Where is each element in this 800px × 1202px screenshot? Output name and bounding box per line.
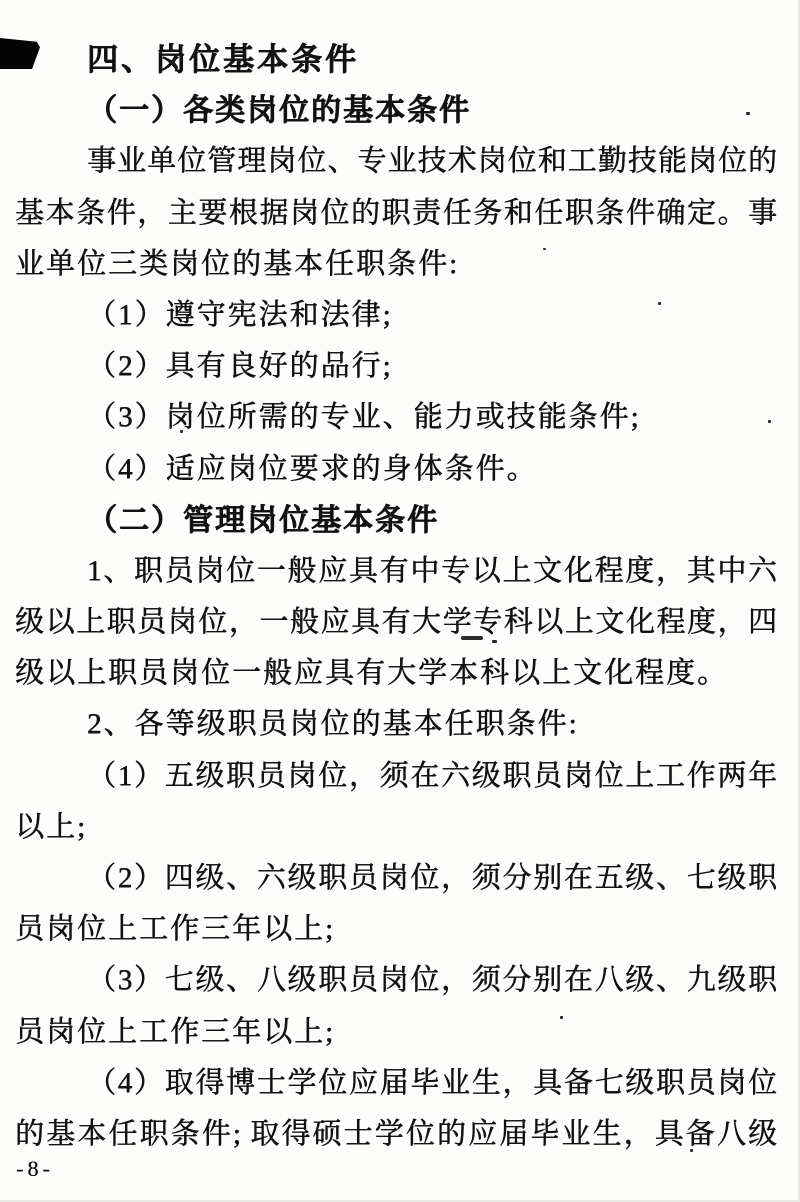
text-line: 业单位三类岗位的基本任职条件: [15, 247, 460, 280]
text-line: 员岗位上工作三年以上; [15, 913, 336, 946]
text-line: （2）具有良好的品行; [87, 350, 393, 383]
text-line: （一）各类岗位的基本条件 [87, 94, 471, 128]
document-body [15, 34, 777, 1160]
text-line: 员岗位上工作三年以上; [15, 1015, 336, 1048]
text-line: 事业单位管理岗位、专业技术岗位和工勤技能岗位的 [87, 145, 777, 178]
text-line: 以上; [15, 810, 88, 843]
text-line: 级以上职员岗位一般应具有大学本科以上文化程度。 [15, 657, 729, 690]
text-line: （4）适应岗位要求的身体条件。 [87, 452, 538, 485]
text-line: 四、岗位基本条件 [87, 42, 359, 77]
page-number: -8- [16, 1156, 54, 1181]
text-line: （二）管理岗位基本条件 [87, 503, 439, 537]
text-line: 基本条件，主要根据岗位的职责任务和任职条件确定。事 [15, 196, 777, 229]
text-line: （2）四级、六级职员岗位，须分别在五级、七级职 [87, 862, 777, 894]
text-line: 2、各等级职员岗位的基本任职条件: [87, 708, 579, 741]
text-line: （1）遵守宪法和法律; [87, 298, 393, 331]
text-line: （3）七级、八级职员岗位，须分别在八级、九级职 [87, 964, 777, 997]
text-line: （3）岗位所需的专业、能力或技能条件; [87, 401, 641, 434]
text-line: 1、职员岗位一般应具有中专以上文化程度，其中六 [87, 554, 777, 587]
text-line: （4）取得博士学位应届毕业生，具备七级职员岗位 [87, 1066, 777, 1099]
text-line: 的基本任职条件; 取得硕士学位的应届毕业生，具备八级 [15, 1117, 777, 1150]
text-line: 级以上职员岗位，一般应具有大学专科以上文化程度，四 [15, 606, 777, 639]
text-line: （1）五级职员岗位，须在六级职员岗位上工作两年 [87, 759, 777, 792]
